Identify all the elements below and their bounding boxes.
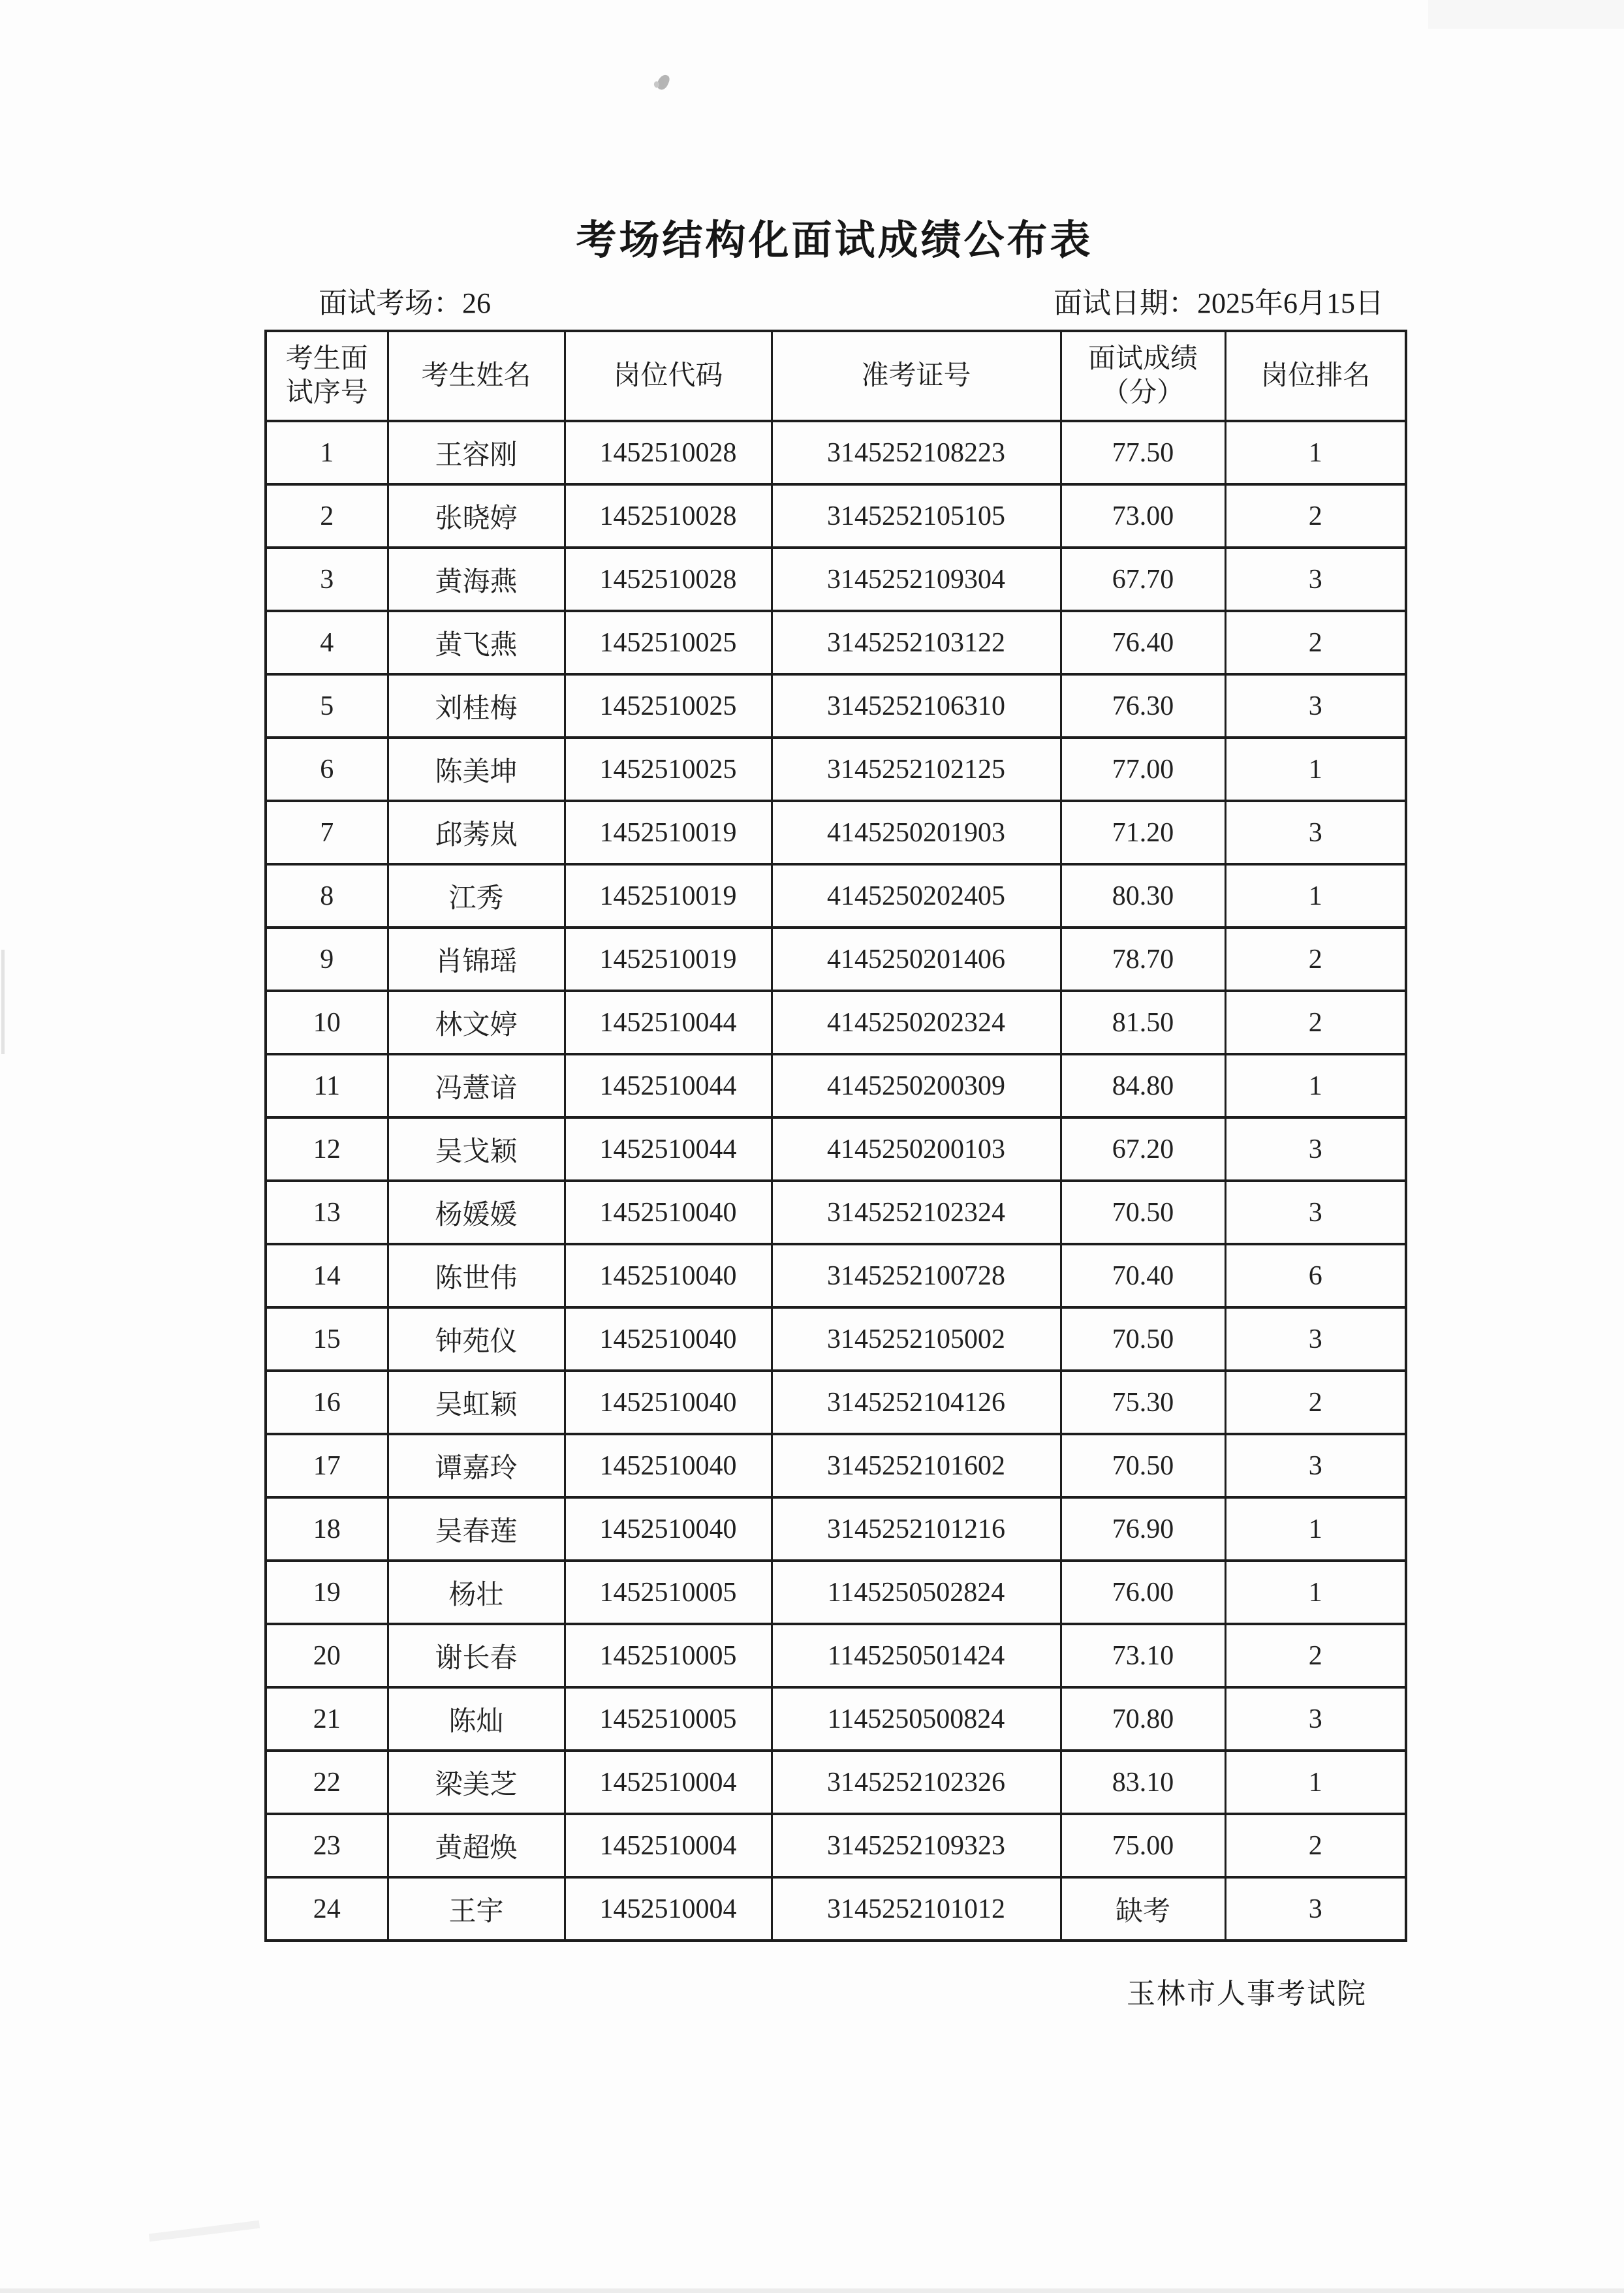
cell-rank: 2 [1225, 1371, 1406, 1434]
cell-job-code: 1452510044 [565, 1054, 772, 1117]
cell-interview-seq: 23 [266, 1814, 388, 1877]
header-ticket-number: 准考证号 [772, 331, 1061, 421]
cell-job-code: 1452510004 [565, 1751, 772, 1814]
cell-job-code: 1452510005 [565, 1561, 772, 1624]
scan-smudge-artifact [149, 2221, 260, 2242]
cell-rank: 2 [1225, 991, 1406, 1054]
table-row [266, 611, 1406, 674]
cell-score: 缺考 [1061, 1877, 1225, 1941]
cell-candidate-name: 陈灿 [388, 1687, 565, 1751]
header-job-code: 岗位代码 [565, 331, 772, 421]
header-interview-seq: 考生面试序号 [266, 331, 388, 421]
cell-ticket-number: 1145250501424 [772, 1624, 1061, 1687]
cell-ticket-number: 3145252105105 [772, 484, 1061, 548]
cell-score: 77.00 [1061, 738, 1225, 801]
cell-ticket-number: 3145252109323 [772, 1814, 1061, 1877]
cell-ticket-number: 1145250502824 [772, 1561, 1061, 1624]
cell-ticket-number: 4145250201406 [772, 928, 1061, 991]
cell-ticket-number: 3145252108223 [772, 421, 1061, 484]
score-table [264, 330, 1407, 1942]
table-row [266, 1687, 1406, 1751]
cell-job-code: 1452510019 [565, 928, 772, 991]
cell-interview-seq: 1 [266, 421, 388, 484]
cell-score: 70.50 [1061, 1434, 1225, 1497]
cell-job-code: 1452510044 [565, 991, 772, 1054]
meta-row [319, 279, 1384, 321]
cell-ticket-number: 3145252104126 [772, 1371, 1061, 1434]
cell-candidate-name: 江秀 [388, 864, 565, 928]
cell-score: 77.50 [1061, 421, 1225, 484]
cell-score: 76.00 [1061, 1561, 1225, 1624]
cell-interview-seq: 17 [266, 1434, 388, 1497]
cell-interview-seq: 22 [266, 1751, 388, 1814]
cell-score: 78.70 [1061, 928, 1225, 991]
cell-rank: 3 [1225, 1877, 1406, 1941]
cell-job-code: 1452510004 [565, 1877, 772, 1941]
cell-interview-seq: 8 [266, 864, 388, 928]
cell-interview-seq: 14 [266, 1244, 388, 1307]
cell-interview-seq: 6 [266, 738, 388, 801]
cell-candidate-name: 王容刚 [388, 421, 565, 484]
cell-score: 70.50 [1061, 1307, 1225, 1371]
cell-score: 76.30 [1061, 674, 1225, 738]
cell-job-code: 1452510040 [565, 1371, 772, 1434]
cell-ticket-number: 4145250200103 [772, 1117, 1061, 1181]
cell-rank: 2 [1225, 928, 1406, 991]
table-body [266, 421, 1406, 1941]
cell-rank: 1 [1225, 1561, 1406, 1624]
cell-interview-seq: 7 [266, 801, 388, 864]
cell-ticket-number: 3145252102326 [772, 1751, 1061, 1814]
cell-candidate-name: 黄海燕 [388, 548, 565, 611]
cell-ticket-number: 3145252103122 [772, 611, 1061, 674]
table-row [266, 1561, 1406, 1624]
header-score: 面试成绩（分） [1061, 331, 1225, 421]
cell-rank: 2 [1225, 611, 1406, 674]
cell-ticket-number: 3145252102324 [772, 1181, 1061, 1244]
table-row [266, 928, 1406, 991]
scan-edge-artifact [1, 950, 5, 1054]
cell-score: 76.90 [1061, 1497, 1225, 1561]
cell-job-code: 1452510040 [565, 1497, 772, 1561]
cell-candidate-name: 邱莠岚 [388, 801, 565, 864]
cell-interview-seq: 9 [266, 928, 388, 991]
cell-score: 83.10 [1061, 1751, 1225, 1814]
cell-score: 70.50 [1061, 1181, 1225, 1244]
cell-rank: 3 [1225, 548, 1406, 611]
cell-interview-seq: 3 [266, 548, 388, 611]
cell-rank: 1 [1225, 421, 1406, 484]
table-row [266, 674, 1406, 738]
cell-ticket-number: 3145252102125 [772, 738, 1061, 801]
cell-rank: 3 [1225, 1307, 1406, 1371]
cell-ticket-number: 3145252101602 [772, 1434, 1061, 1497]
cell-interview-seq: 15 [266, 1307, 388, 1371]
cell-interview-seq: 18 [266, 1497, 388, 1561]
cell-job-code: 1452510019 [565, 801, 772, 864]
table-header-row [266, 331, 1406, 421]
cell-candidate-name: 钟苑仪 [388, 1307, 565, 1371]
cell-interview-seq: 24 [266, 1877, 388, 1941]
interview-date-label: 面试日期：2025年6月15日 [1054, 287, 1384, 319]
cell-candidate-name: 陈美坤 [388, 738, 565, 801]
cell-ticket-number: 3145252101216 [772, 1497, 1061, 1561]
cell-job-code: 1452510025 [565, 674, 772, 738]
table-row [266, 1877, 1406, 1941]
cell-interview-seq: 16 [266, 1371, 388, 1434]
cell-rank: 2 [1225, 1624, 1406, 1687]
cell-ticket-number: 4145250201903 [772, 801, 1061, 864]
cell-ticket-number: 3145252109304 [772, 548, 1061, 611]
table-row [266, 1751, 1406, 1814]
cell-rank: 3 [1225, 1117, 1406, 1181]
cell-score: 67.70 [1061, 548, 1225, 611]
cell-score: 71.20 [1061, 801, 1225, 864]
cell-score: 73.00 [1061, 484, 1225, 548]
cell-interview-seq: 21 [266, 1687, 388, 1751]
cell-job-code: 1452510028 [565, 484, 772, 548]
table-row [266, 1307, 1406, 1371]
cell-score: 75.30 [1061, 1371, 1225, 1434]
cell-score: 70.80 [1061, 1687, 1225, 1751]
cell-job-code: 1452510019 [565, 864, 772, 928]
cell-rank: 1 [1225, 864, 1406, 928]
cell-job-code: 1452510005 [565, 1687, 772, 1751]
table-row [266, 1117, 1406, 1181]
cell-ticket-number: 4145250200309 [772, 1054, 1061, 1117]
cell-interview-seq: 2 [266, 484, 388, 548]
cell-rank: 6 [1225, 1244, 1406, 1307]
cell-candidate-name: 张晓婷 [388, 484, 565, 548]
cell-candidate-name: 黄飞燕 [388, 611, 565, 674]
cell-interview-seq: 12 [266, 1117, 388, 1181]
cell-rank: 3 [1225, 1181, 1406, 1244]
table-row [266, 1371, 1406, 1434]
table-row [266, 991, 1406, 1054]
header-candidate-name: 考生姓名 [388, 331, 565, 421]
table-row [266, 1181, 1406, 1244]
cell-candidate-name: 谢长春 [388, 1624, 565, 1687]
cell-score: 84.80 [1061, 1054, 1225, 1117]
cell-rank: 1 [1225, 1054, 1406, 1117]
cell-interview-seq: 11 [266, 1054, 388, 1117]
issuing-authority: 玉林市人事考试院 [1127, 1978, 1367, 2010]
header-rank: 岗位排名 [1225, 331, 1406, 421]
cell-rank: 1 [1225, 1751, 1406, 1814]
cell-score: 73.10 [1061, 1624, 1225, 1687]
table-row [266, 1244, 1406, 1307]
cell-candidate-name: 杨媛媛 [388, 1181, 565, 1244]
cell-rank: 1 [1225, 1497, 1406, 1561]
cell-score: 81.50 [1061, 991, 1225, 1054]
cell-candidate-name: 刘桂梅 [388, 674, 565, 738]
cell-job-code: 1452510025 [565, 738, 772, 801]
cell-job-code: 1452510028 [565, 548, 772, 611]
scan-speck-artifact [655, 73, 671, 91]
cell-job-code: 1452510040 [565, 1434, 772, 1497]
cell-job-code: 1452510040 [565, 1244, 772, 1307]
cell-candidate-name: 谭嘉玲 [388, 1434, 565, 1497]
table-row [266, 1624, 1406, 1687]
cell-candidate-name: 吴春莲 [388, 1497, 565, 1561]
table-row [266, 801, 1406, 864]
cell-score: 70.40 [1061, 1244, 1225, 1307]
cell-ticket-number: 4145250202405 [772, 864, 1061, 928]
cell-job-code: 1452510004 [565, 1814, 772, 1877]
cell-score: 80.30 [1061, 864, 1225, 928]
cell-score: 67.20 [1061, 1117, 1225, 1181]
cell-candidate-name: 肖锦瑶 [388, 928, 565, 991]
cell-job-code: 1452510040 [565, 1307, 772, 1371]
cell-ticket-number: 3145252105002 [772, 1307, 1061, 1371]
cell-interview-seq: 5 [266, 674, 388, 738]
table-row [266, 1497, 1406, 1561]
cell-rank: 3 [1225, 801, 1406, 864]
table-row [266, 1814, 1406, 1877]
cell-rank: 2 [1225, 484, 1406, 548]
table-row [266, 864, 1406, 928]
cell-candidate-name: 杨壮 [388, 1561, 565, 1624]
cell-candidate-name: 林文婷 [388, 991, 565, 1054]
cell-rank: 3 [1225, 1687, 1406, 1751]
cell-candidate-name: 冯薏谙 [388, 1054, 565, 1117]
cell-interview-seq: 20 [266, 1624, 388, 1687]
cell-candidate-name: 梁美芝 [388, 1751, 565, 1814]
table-row [266, 421, 1406, 484]
cell-ticket-number: 3145252106310 [772, 674, 1061, 738]
cell-ticket-number: 3145252101012 [772, 1877, 1061, 1941]
table-row [266, 548, 1406, 611]
cell-interview-seq: 13 [266, 1181, 388, 1244]
cell-interview-seq: 4 [266, 611, 388, 674]
cell-candidate-name: 吴戈颖 [388, 1117, 565, 1181]
cell-candidate-name: 黄超焕 [388, 1814, 565, 1877]
page-title: 考场结构化面试成绩公布表 [576, 219, 1093, 263]
cell-rank: 2 [1225, 1814, 1406, 1877]
interview-room-label: 面试考场：26 [319, 287, 491, 319]
cell-ticket-number: 3145252100728 [772, 1244, 1061, 1307]
cell-job-code: 1452510025 [565, 611, 772, 674]
table-row [266, 484, 1406, 548]
cell-ticket-number: 1145250500824 [772, 1687, 1061, 1751]
cell-score: 76.40 [1061, 611, 1225, 674]
table-row [266, 1434, 1406, 1497]
cell-rank: 1 [1225, 738, 1406, 801]
cell-interview-seq: 10 [266, 991, 388, 1054]
cell-candidate-name: 陈世伟 [388, 1244, 565, 1307]
cell-rank: 3 [1225, 1434, 1406, 1497]
scan-bottom-edge-artifact [0, 2288, 1624, 2293]
scan-corner-shade-artifact [1428, 0, 1624, 29]
cell-job-code: 1452510040 [565, 1181, 772, 1244]
cell-job-code: 1452510005 [565, 1624, 772, 1687]
cell-rank: 3 [1225, 674, 1406, 738]
cell-candidate-name: 王宇 [388, 1877, 565, 1941]
table-row [266, 1054, 1406, 1117]
cell-score: 75.00 [1061, 1814, 1225, 1877]
cell-job-code: 1452510044 [565, 1117, 772, 1181]
cell-job-code: 1452510028 [565, 421, 772, 484]
cell-ticket-number: 4145250202324 [772, 991, 1061, 1054]
cell-interview-seq: 19 [266, 1561, 388, 1624]
table-row [266, 738, 1406, 801]
cell-candidate-name: 吴虹颖 [388, 1371, 565, 1434]
